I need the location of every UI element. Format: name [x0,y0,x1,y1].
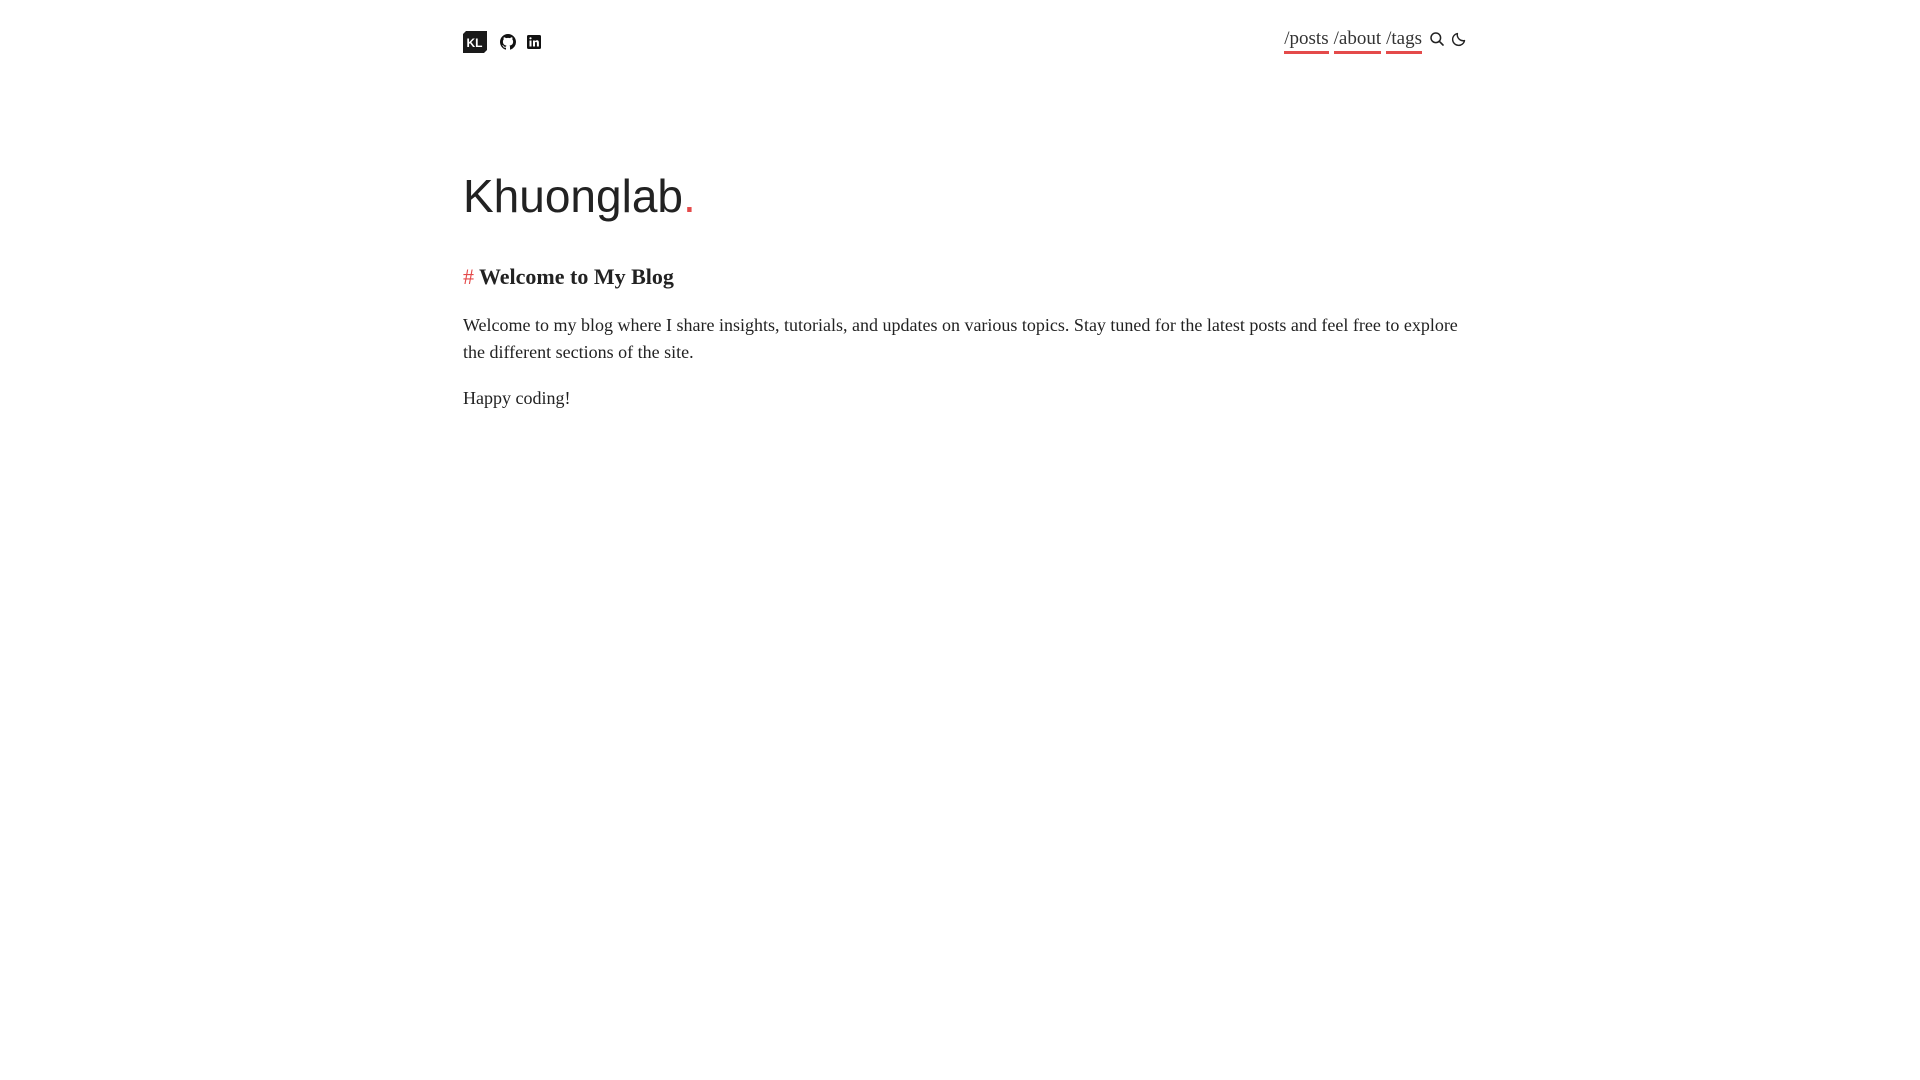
kl-logo-icon [463,31,487,53]
theme-toggle-button[interactable] [1451,31,1467,47]
closing-paragraph: Happy coding! [463,388,571,408]
header-left [463,31,552,53]
moon-icon [1451,31,1467,47]
heading-anchor[interactable]: # [463,264,474,289]
search-button[interactable] [1429,31,1445,47]
linkedin-icon [526,34,542,50]
site-title-text: Khuonglab [463,170,683,222]
main-nav [1284,28,1471,54]
github-icon [500,34,516,50]
page-heading [463,263,674,291]
site-header [463,28,1471,60]
site-title [463,168,696,224]
linkedin-link[interactable] [526,34,542,50]
social-links [500,34,552,50]
github-link[interactable] [500,34,516,50]
intro-paragraph: Welcome to my blog where I share insights, tutorials, and updates on various topics. Stay tuned for the latest posts and feel free to explore the different sections of the site. [463,315,1458,362]
search-icon [1429,31,1445,47]
site-title-dot: . [682,170,696,222]
nav-link-posts[interactable]: /posts [1284,28,1328,54]
svg-text:KL: KL [466,36,483,50]
logo-link[interactable] [463,31,487,53]
heading-text: Welcome to My Blog [479,264,674,289]
nav-link-about[interactable]: /about [1334,28,1382,54]
nav-link-tags[interactable]: /tags [1386,28,1422,54]
